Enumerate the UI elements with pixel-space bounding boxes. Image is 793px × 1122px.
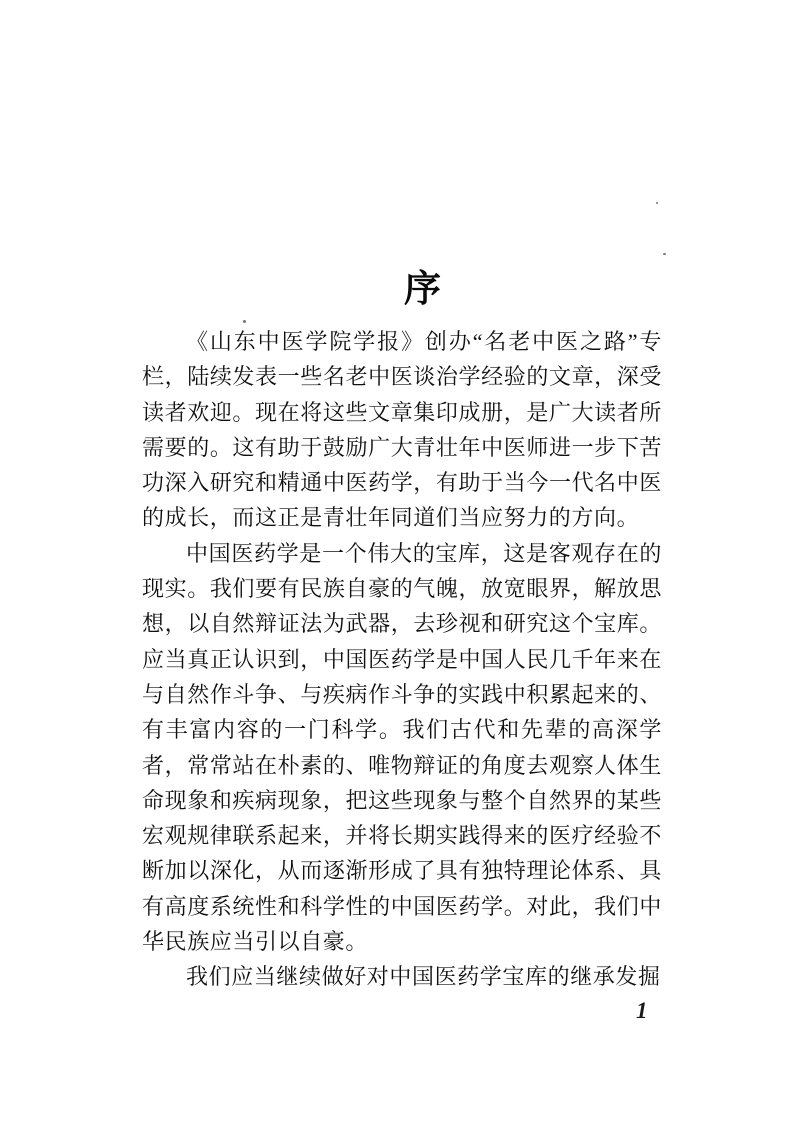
paragraph-3: 我们应当继续做好对中国医药学宝库的继承发掘 [186,964,661,990]
body-text-block [142,324,662,995]
paragraph-2: 中国医药学是一个伟大的宝库，这是客观存在的现实。我们要有民族自豪的气魄，放宽眼界，解放思想，以自然辩证法为武器，去珍视和研究这个宝库。应当真正认识到，中国医药学是中国人民几千年来在与自然作斗争、与疾病作斗争的实践中积累起来的、有丰富内容的一门科学。我们古代和先辈的高深学者，常常站在朴素的、唯物辩证的角度去观察人体生命现象和疾病现象，把这些现象与整个自然界的某些宏观规律联系起来，并将长期实践得来的医疗经验不断加以深化，从而逐渐形成了具有独特理论体系、具有高度系统性和科学性的中国医药学。对此，我们中华民族应当引以自豪。 [142,540,662,955]
scan-speck [663,253,666,255]
page-number: 1 [636,998,648,1023]
scan-speck [656,202,658,204]
paragraph-1: 《山东中医学院学报》创办“名老中医之路”专栏，陆续发表一些名老中医谈治学经验的文章，深受读者欢迎。现在将这些文章集印成册，是广大读者所需要的。这有助于鼓励广大青壮年中医师进一步下苦功深入研究和精通中医药学，有助于当今一代名中医的成长，而这正是青壮年同道们当应努力的方向。 [142,329,662,531]
page-title: 序 [404,268,441,310]
scan-speck [243,320,246,323]
